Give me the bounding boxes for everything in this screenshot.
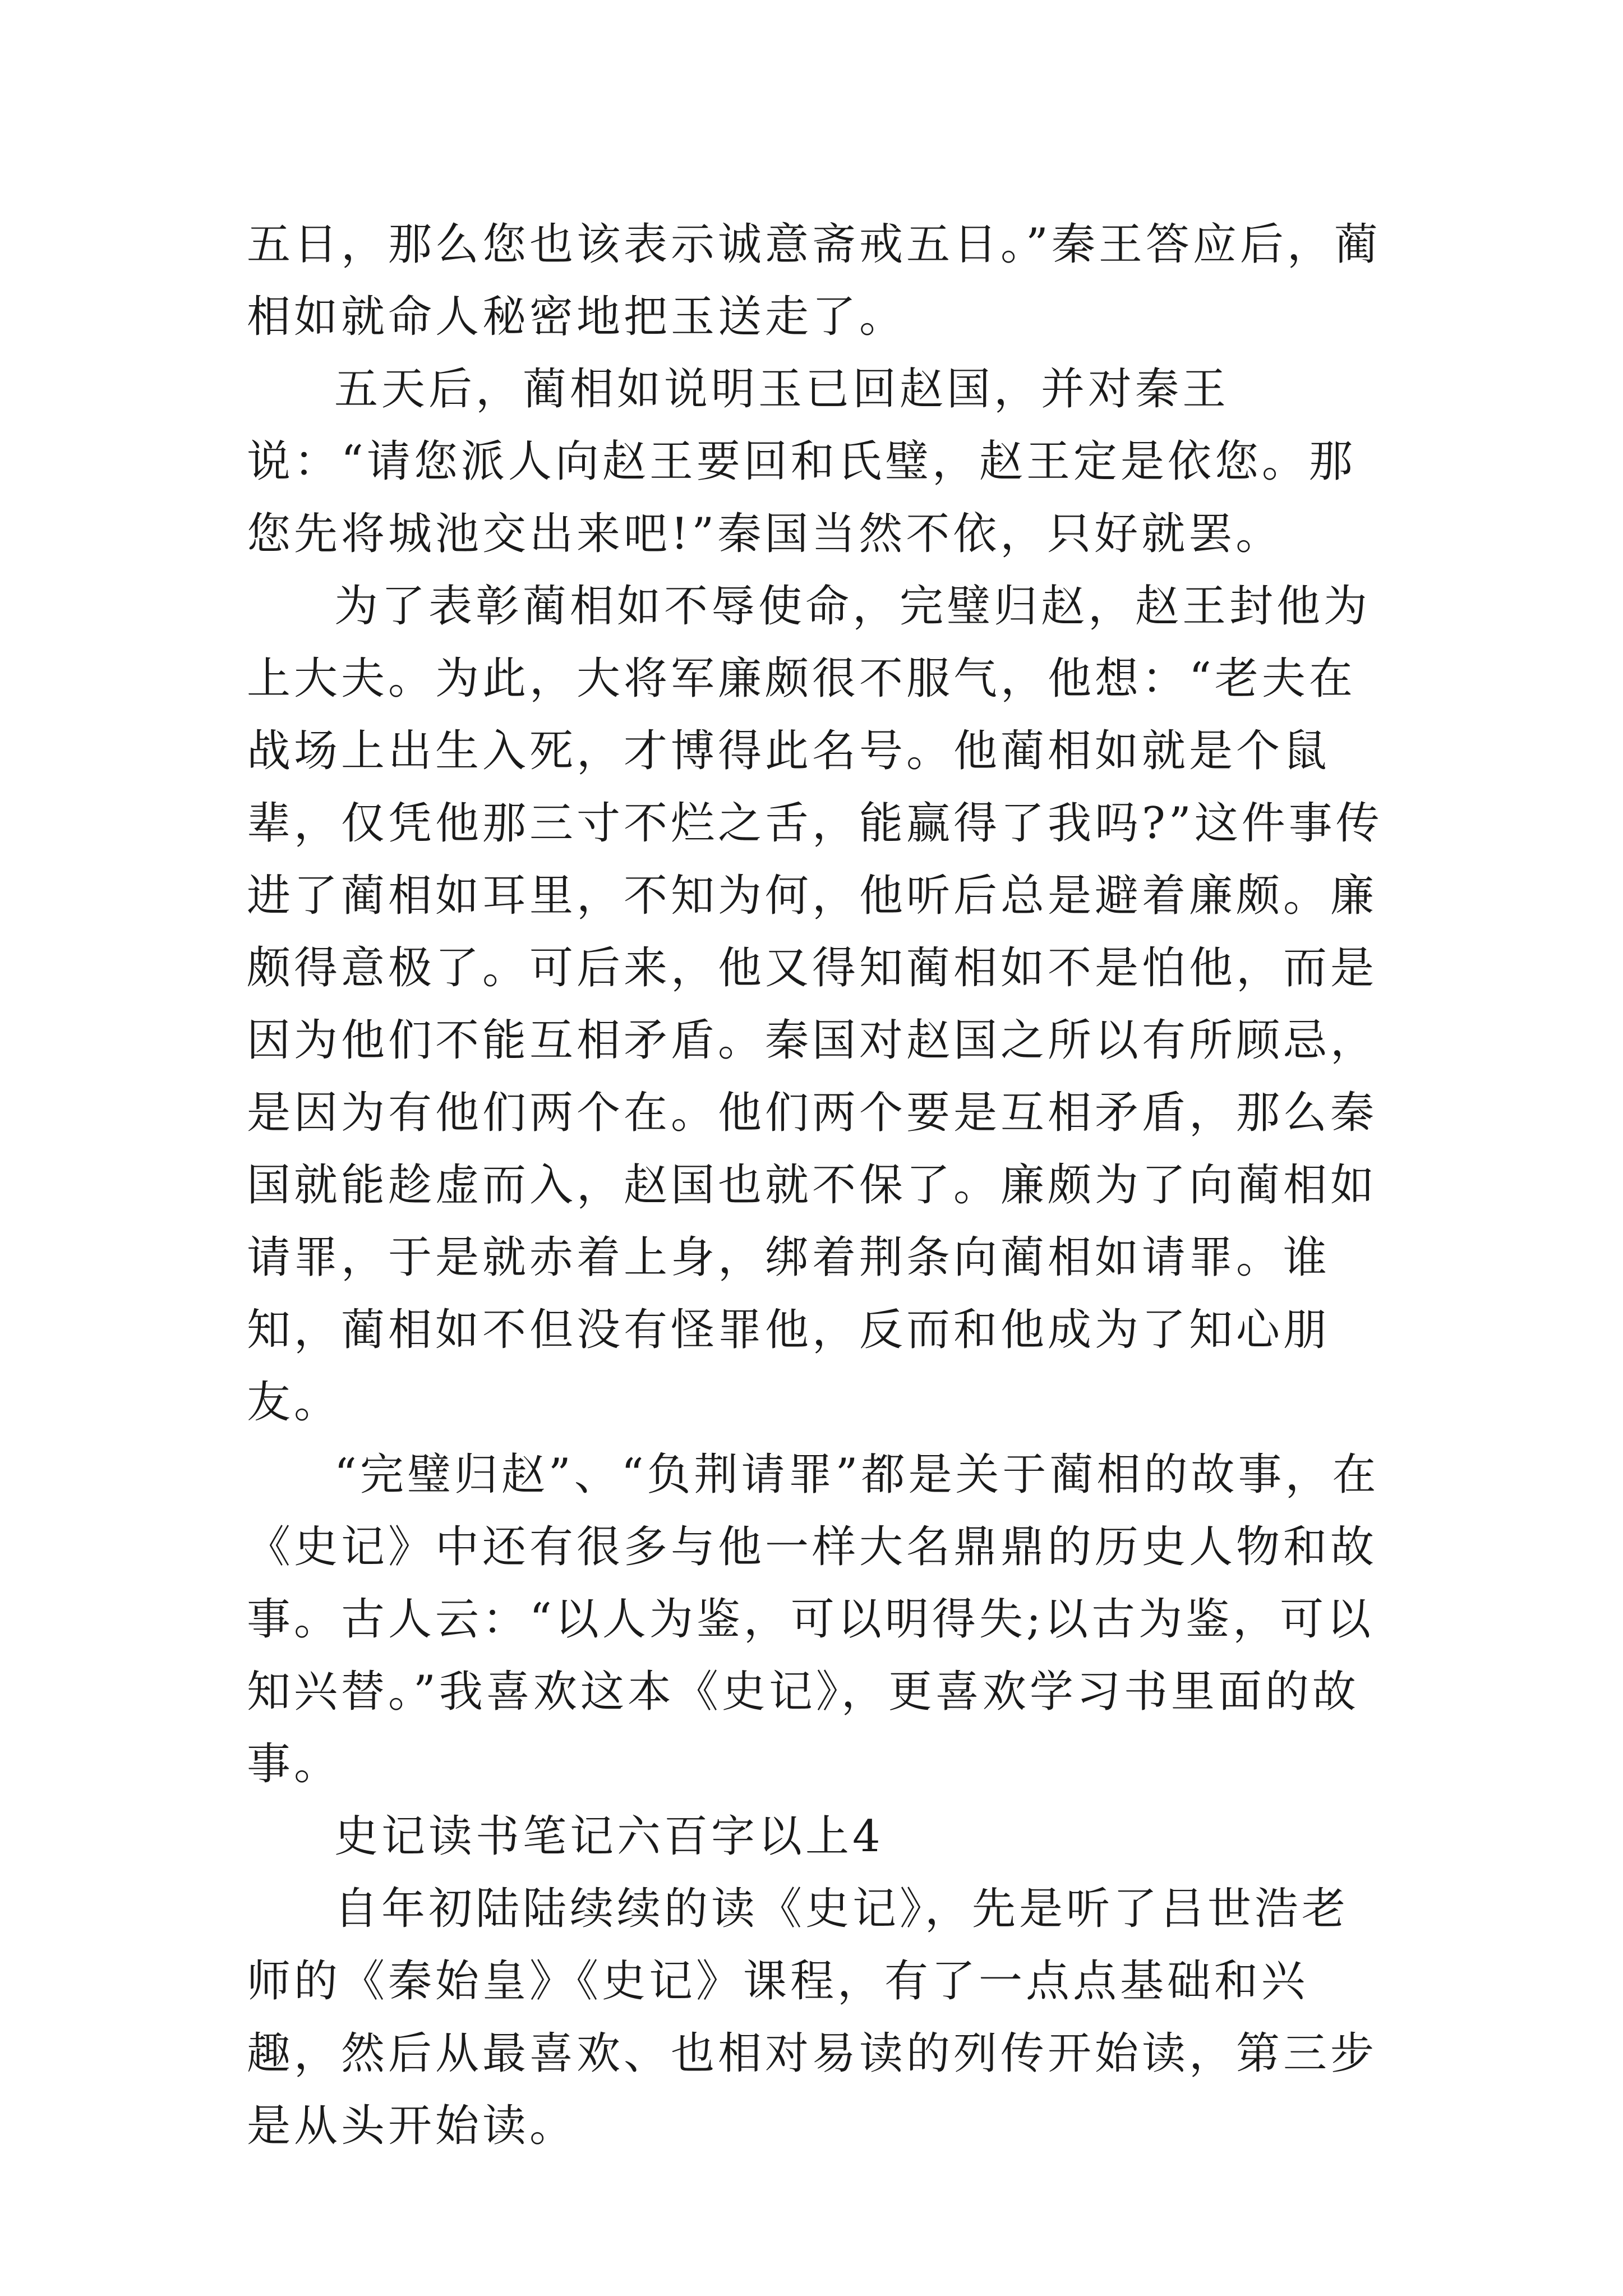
paragraph: 五天后，蔺相如说明玉已回赵国，并对秦王说：“请您派人向赵王要回和氏璧，赵王定是依您。那您先将城池交出来吧!”秦国当然不依，只好就罢。 — [247, 364, 1356, 559]
paragraph-continuation: 五日，那么您也该表示诚意斋戒五日。”秦王答应后，蔺相如就命人秘密地把玉送走了。 — [247, 219, 1381, 342]
paragraph: 为了表彰蔺相如不辱使命，完璧归赵，赵王封他为上大夫。为此，大将军廉颇很不服气，他想：“老夫在战场上出生入死，才博得此名号。他蔺相如就是个鼠辈，仅凭他那三寸不烂之舌，能赢得了我吗?”这件事传进了蔺相如耳里，不知为何，他听后总是避着廉颇。廉颇得意极了。可后来，他又得知蔺相如不是怕他，而是因为他们不能互相矛盾。秦国对赵国之所以有所顾忌，是因为有他们两个在。他们两个要是互相矛盾，那么秦国就能趁虚而入，赵国也就不保了。廉颇为了向蔺相如请罪，于是就赤着上身，绑着荆条向蔺相如请罪。谁知，蔺相如不但没有怪罪他，反而和他成为了知心朋友。 — [247, 581, 1383, 1428]
section-heading: 史记读书笔记六百字以上4 — [334, 1811, 884, 1862]
paragraph: 自年初陆陆续续的读《史记》，先是听了吕世浩老师的《秦始皇》《史记》课程，有了一点点基础和兴趣，然后从最喜欢、也相对易读的列传开始读，第三步是从头开始读。 — [247, 1884, 1378, 2151]
paragraph: “完璧归赵”、“负荆请罪”都是关于蔺相的故事，在《史记》中还有很多与他一样大名鼎鼎的历史人物和故事。古人云：“以人为鉴，可以明得失;以古为鉴，可以知兴替。”我喜欢这本《史记》，更喜欢学习书里面的故事。 — [247, 1450, 1380, 1789]
document-body — [247, 209, 1385, 2162]
